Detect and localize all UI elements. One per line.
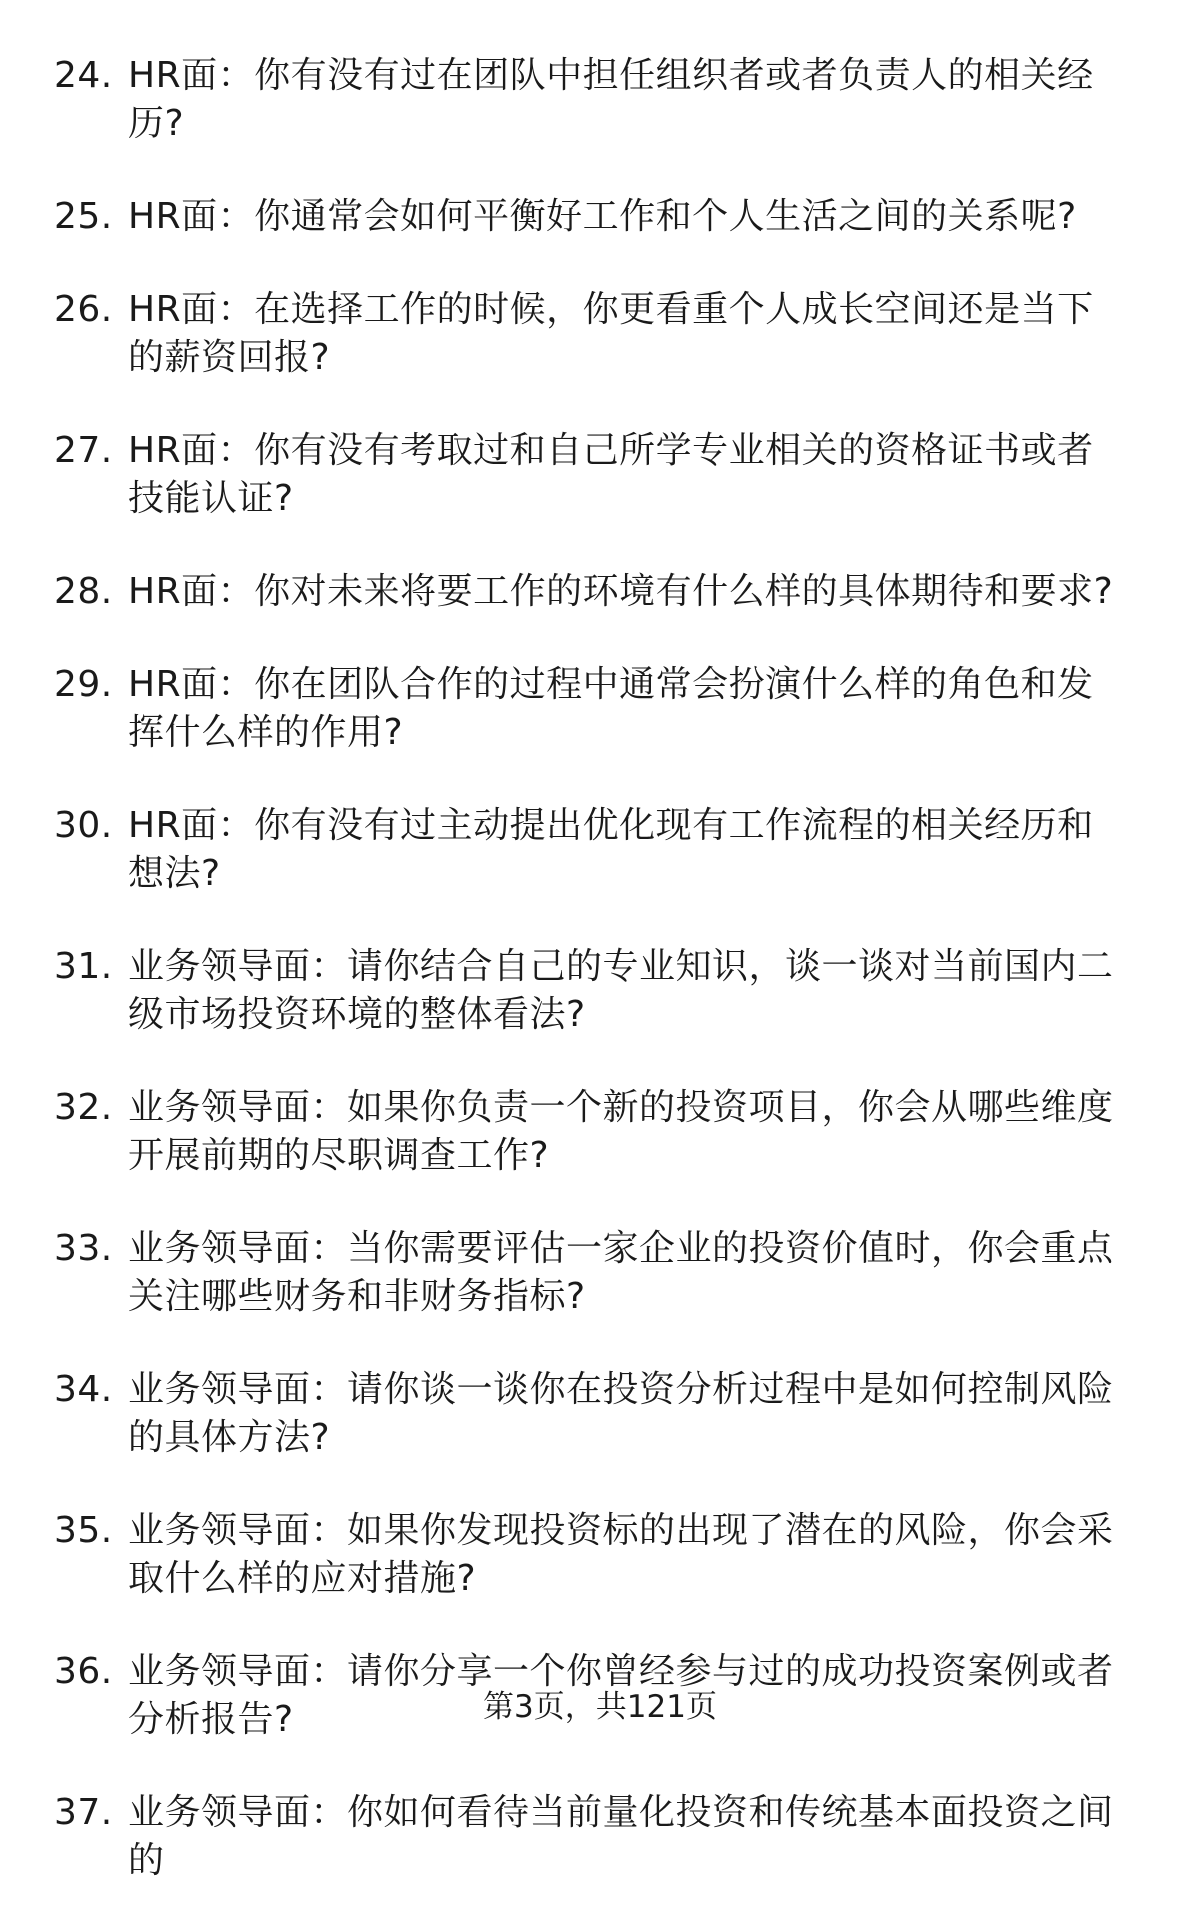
list-item — [0, 1789, 1200, 1885]
question-text: HR面：你在团队合作的过程中通常会扮演什么样的角色和发挥什么样的作用? — [128, 664, 1094, 753]
list-item — [0, 52, 1200, 148]
list-item — [0, 661, 1200, 757]
question-list — [0, 52, 1200, 1930]
page-footer: 第3页，共121页 — [483, 1689, 717, 1725]
question-text: HR面：你有没有过在团队中担任组织者或者负责人的相关经历? — [128, 55, 1094, 144]
question-number: 37. — [54, 1792, 113, 1833]
question-text: 业务领导面：如果你发现投资标的出现了潜在的风险，你会采取什么样的应对措施? — [128, 1510, 1114, 1599]
question-number: 34. — [54, 1369, 113, 1410]
question-text: HR面：你有没有考取过和自己所学专业相关的资格证书或者技能认证? — [128, 430, 1094, 519]
question-number: 30. — [54, 805, 113, 846]
list-item — [0, 1084, 1200, 1180]
question-number: 28. — [54, 571, 113, 612]
list-item — [0, 1366, 1200, 1462]
list-item — [0, 943, 1200, 1039]
list-item — [0, 193, 1200, 241]
list-item — [0, 1225, 1200, 1321]
question-text: 业务领导面：请你分享一个你曾经参与过的成功投资案例或者分析报告? — [128, 1651, 1114, 1740]
question-text: HR面：在选择工作的时候，你更看重个人成长空间还是当下的薪资回报? — [128, 289, 1094, 378]
question-number: 27. — [54, 430, 113, 471]
question-number: 35. — [54, 1510, 113, 1551]
question-text: 业务领导面：请你结合自己的专业知识，谈一谈对当前国内二级市场投资环境的整体看法? — [128, 946, 1114, 1035]
list-item — [0, 568, 1200, 616]
question-text: HR面：你通常会如何平衡好工作和个人生活之间的关系呢? — [128, 196, 1077, 237]
question-text: 业务领导面：当你需要评估一家企业的投资价值时，你会重点关注哪些财务和非财务指标? — [128, 1228, 1114, 1317]
question-number: 26. — [54, 289, 113, 330]
question-number: 33. — [54, 1228, 113, 1269]
question-number: 36. — [54, 1651, 113, 1692]
question-text: 业务领导面：如果你负责一个新的投资项目，你会从哪些维度开展前期的尽职调查工作? — [128, 1087, 1114, 1176]
question-text: HR面：你有没有过主动提出优化现有工作流程的相关经历和想法? — [128, 805, 1094, 894]
question-number: 24. — [54, 55, 113, 96]
question-text: 业务领导面：请你谈一谈你在投资分析过程中是如何控制风险的具体方法? — [128, 1369, 1114, 1458]
question-number: 29. — [54, 664, 113, 705]
list-item — [0, 802, 1200, 898]
question-number: 25. — [54, 196, 113, 237]
question-text: HR面：你对未来将要工作的环境有什么样的具体期待和要求? — [128, 571, 1114, 612]
question-number: 32. — [54, 1087, 113, 1128]
question-text: 业务领导面：你如何看待当前量化投资和传统基本面投资之间的 — [128, 1792, 1114, 1881]
list-item — [0, 286, 1200, 382]
list-item — [0, 427, 1200, 523]
question-number: 31. — [54, 946, 113, 987]
list-item — [0, 1507, 1200, 1603]
